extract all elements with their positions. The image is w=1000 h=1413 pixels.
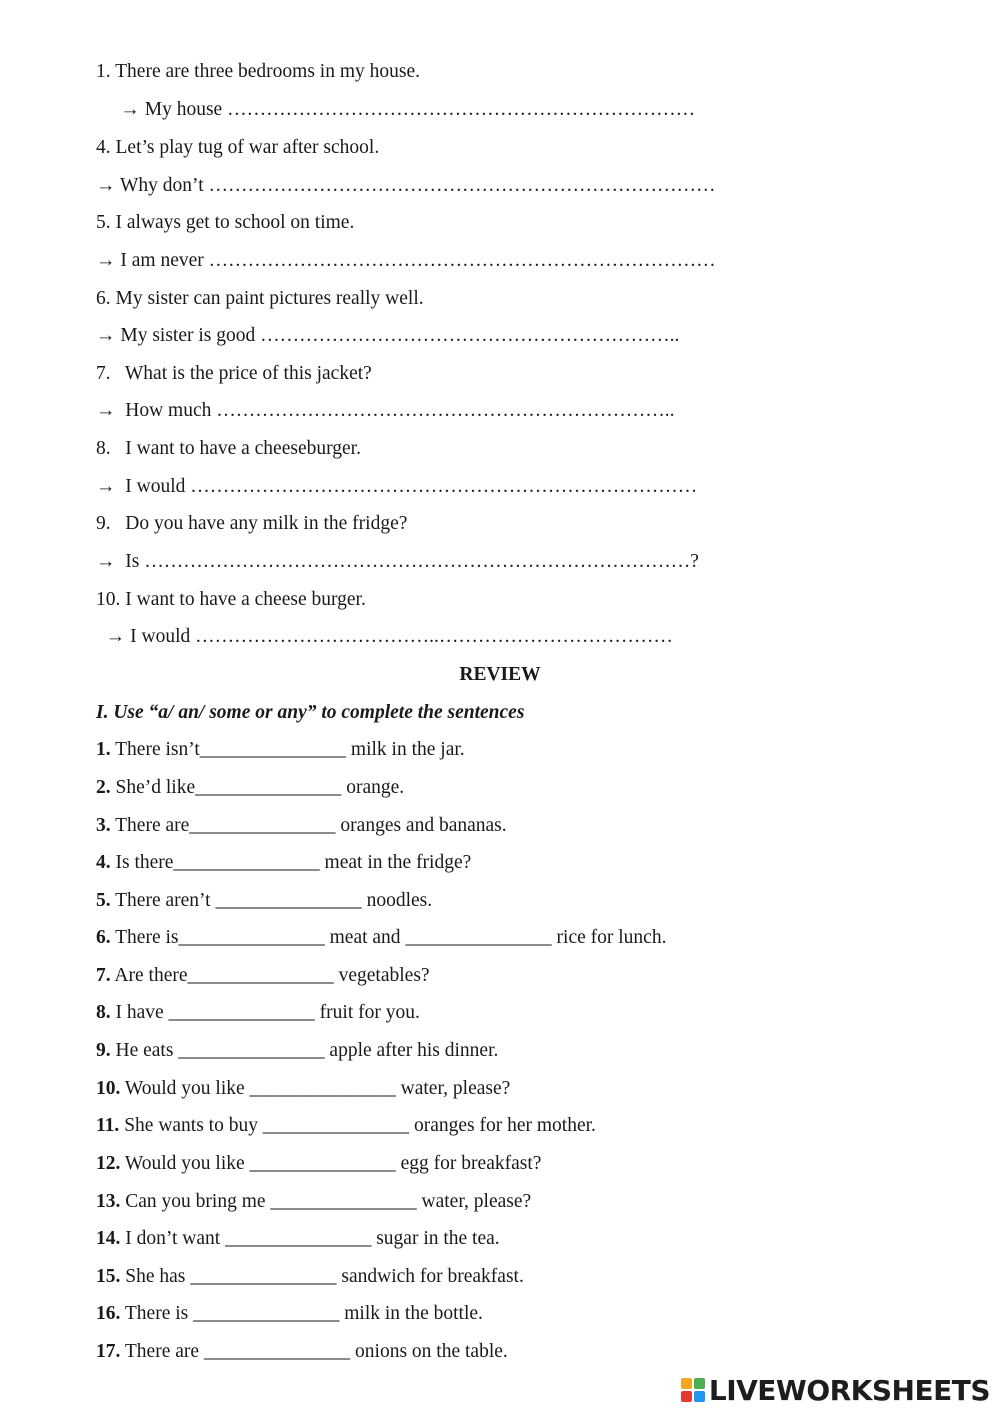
review-item: [96, 814, 507, 838]
item-text: I don’t want _______________ sugar in the tea.: [120, 1228, 500, 1249]
prompt-4: 4. Let’s play tug of war after school.: [96, 137, 380, 158]
item-number: 17.: [96, 1341, 121, 1362]
item-text: She has _______________ sandwich for breakfast.: [120, 1266, 524, 1287]
logo-square: [681, 1391, 692, 1402]
item-number: 4.: [96, 852, 111, 873]
item-number: 15.: [96, 1266, 121, 1287]
review-item: [96, 738, 465, 762]
review-instruction: I. Use “a/ an/ some or any” to complete the sentences: [96, 702, 525, 723]
review-item: [96, 1077, 510, 1101]
item-number: 14.: [96, 1228, 121, 1249]
review-item: [96, 1114, 596, 1138]
answer-7: → How much ……………………………………………………………..: [96, 400, 675, 421]
item-text: Are there_______________ vegetables?: [110, 965, 430, 986]
review-item: [96, 1265, 524, 1289]
item-text: Would you like _______________ water, please?: [120, 1078, 511, 1099]
prompt-5: 5. I always get to school on time.: [96, 212, 355, 233]
item-number: 8.: [96, 1002, 111, 1023]
answer-1: → My house ………………………………………………………………: [96, 99, 696, 120]
answer-5: → I am never ……………………………………………………………………: [96, 250, 716, 271]
item-text: There are _______________ onions on the table.: [120, 1341, 508, 1362]
item-number: 5.: [96, 890, 111, 911]
answer-8: → I would ……………………………………………………………………: [96, 476, 698, 497]
logo-square: [694, 1391, 705, 1402]
prompt-9: 9. Do you have any milk in the fridge?: [96, 513, 408, 534]
review-item: [96, 1001, 420, 1025]
item-text: Can you bring me _______________ water, please?: [120, 1191, 532, 1212]
review-item: [96, 776, 404, 800]
item-text: There isn’t_______________ milk in the jar.: [110, 739, 465, 760]
item-text: She wants to buy _______________ oranges for her mother.: [119, 1115, 596, 1136]
item-text: Is there_______________ meat in the fridge?: [110, 852, 472, 873]
item-number: 11.: [96, 1115, 120, 1136]
item-number: 7.: [96, 965, 111, 986]
logo-square: [694, 1378, 705, 1389]
item-text: There is_______________ meat and _______________ rice for lunch.: [110, 927, 667, 948]
logo-square: [681, 1378, 692, 1389]
item-text: There aren’t _______________ noodles.: [110, 890, 433, 911]
item-text: There are_______________ oranges and bananas.: [110, 815, 507, 836]
item-text: He eats _______________ apple after his dinner.: [110, 1040, 499, 1061]
item-number: 13.: [96, 1191, 121, 1212]
answer-9: → Is …………………………………………………………………………?: [96, 551, 699, 572]
answer-6: → My sister is good ………………………………………………………..: [96, 325, 680, 346]
review-item: [96, 851, 471, 875]
logo-icon: [681, 1378, 705, 1402]
review-item: [96, 1340, 508, 1364]
prompt-8: 8. I want to have a cheeseburger.: [96, 438, 361, 459]
item-text: I have _______________ fruit for you.: [110, 1002, 420, 1023]
answer-4: → Why don’t ……………………………………………………………………: [96, 175, 716, 196]
review-item: [96, 1302, 483, 1326]
review-item: [96, 889, 432, 913]
item-number: 3.: [96, 815, 111, 836]
item-number: 9.: [96, 1040, 111, 1061]
item-text: There is _______________ milk in the bottle.: [120, 1303, 483, 1324]
review-item: [96, 964, 430, 988]
item-number: 2.: [96, 777, 111, 798]
prompt-7: 7. What is the price of this jacket?: [96, 363, 372, 384]
liveworksheets-logo: [681, 1373, 990, 1407]
item-text: Would you like _______________ egg for breakfast?: [120, 1153, 542, 1174]
prompt-10: 10. I want to have a cheese burger.: [96, 589, 366, 610]
answer-10: → I would ………………………………..………………………………: [96, 626, 673, 647]
review-item: [96, 926, 666, 950]
item-number: 6.: [96, 927, 111, 948]
review-item: [96, 1227, 500, 1251]
logo-text: LIVEWORKSHEETS: [708, 1373, 990, 1407]
item-number: 1.: [96, 739, 111, 760]
prompt-6: 6. My sister can paint pictures really well.: [96, 288, 424, 309]
prompt-1: 1. There are three bedrooms in my house.: [96, 61, 420, 82]
review-item: [96, 1039, 498, 1063]
item-text: She’d like_______________ orange.: [110, 777, 405, 798]
review-heading: REVIEW: [459, 664, 541, 685]
review-item: [96, 1152, 541, 1176]
item-number: 10.: [96, 1078, 121, 1099]
item-number: 16.: [96, 1303, 121, 1324]
review-item: [96, 1190, 531, 1214]
item-number: 12.: [96, 1153, 121, 1174]
